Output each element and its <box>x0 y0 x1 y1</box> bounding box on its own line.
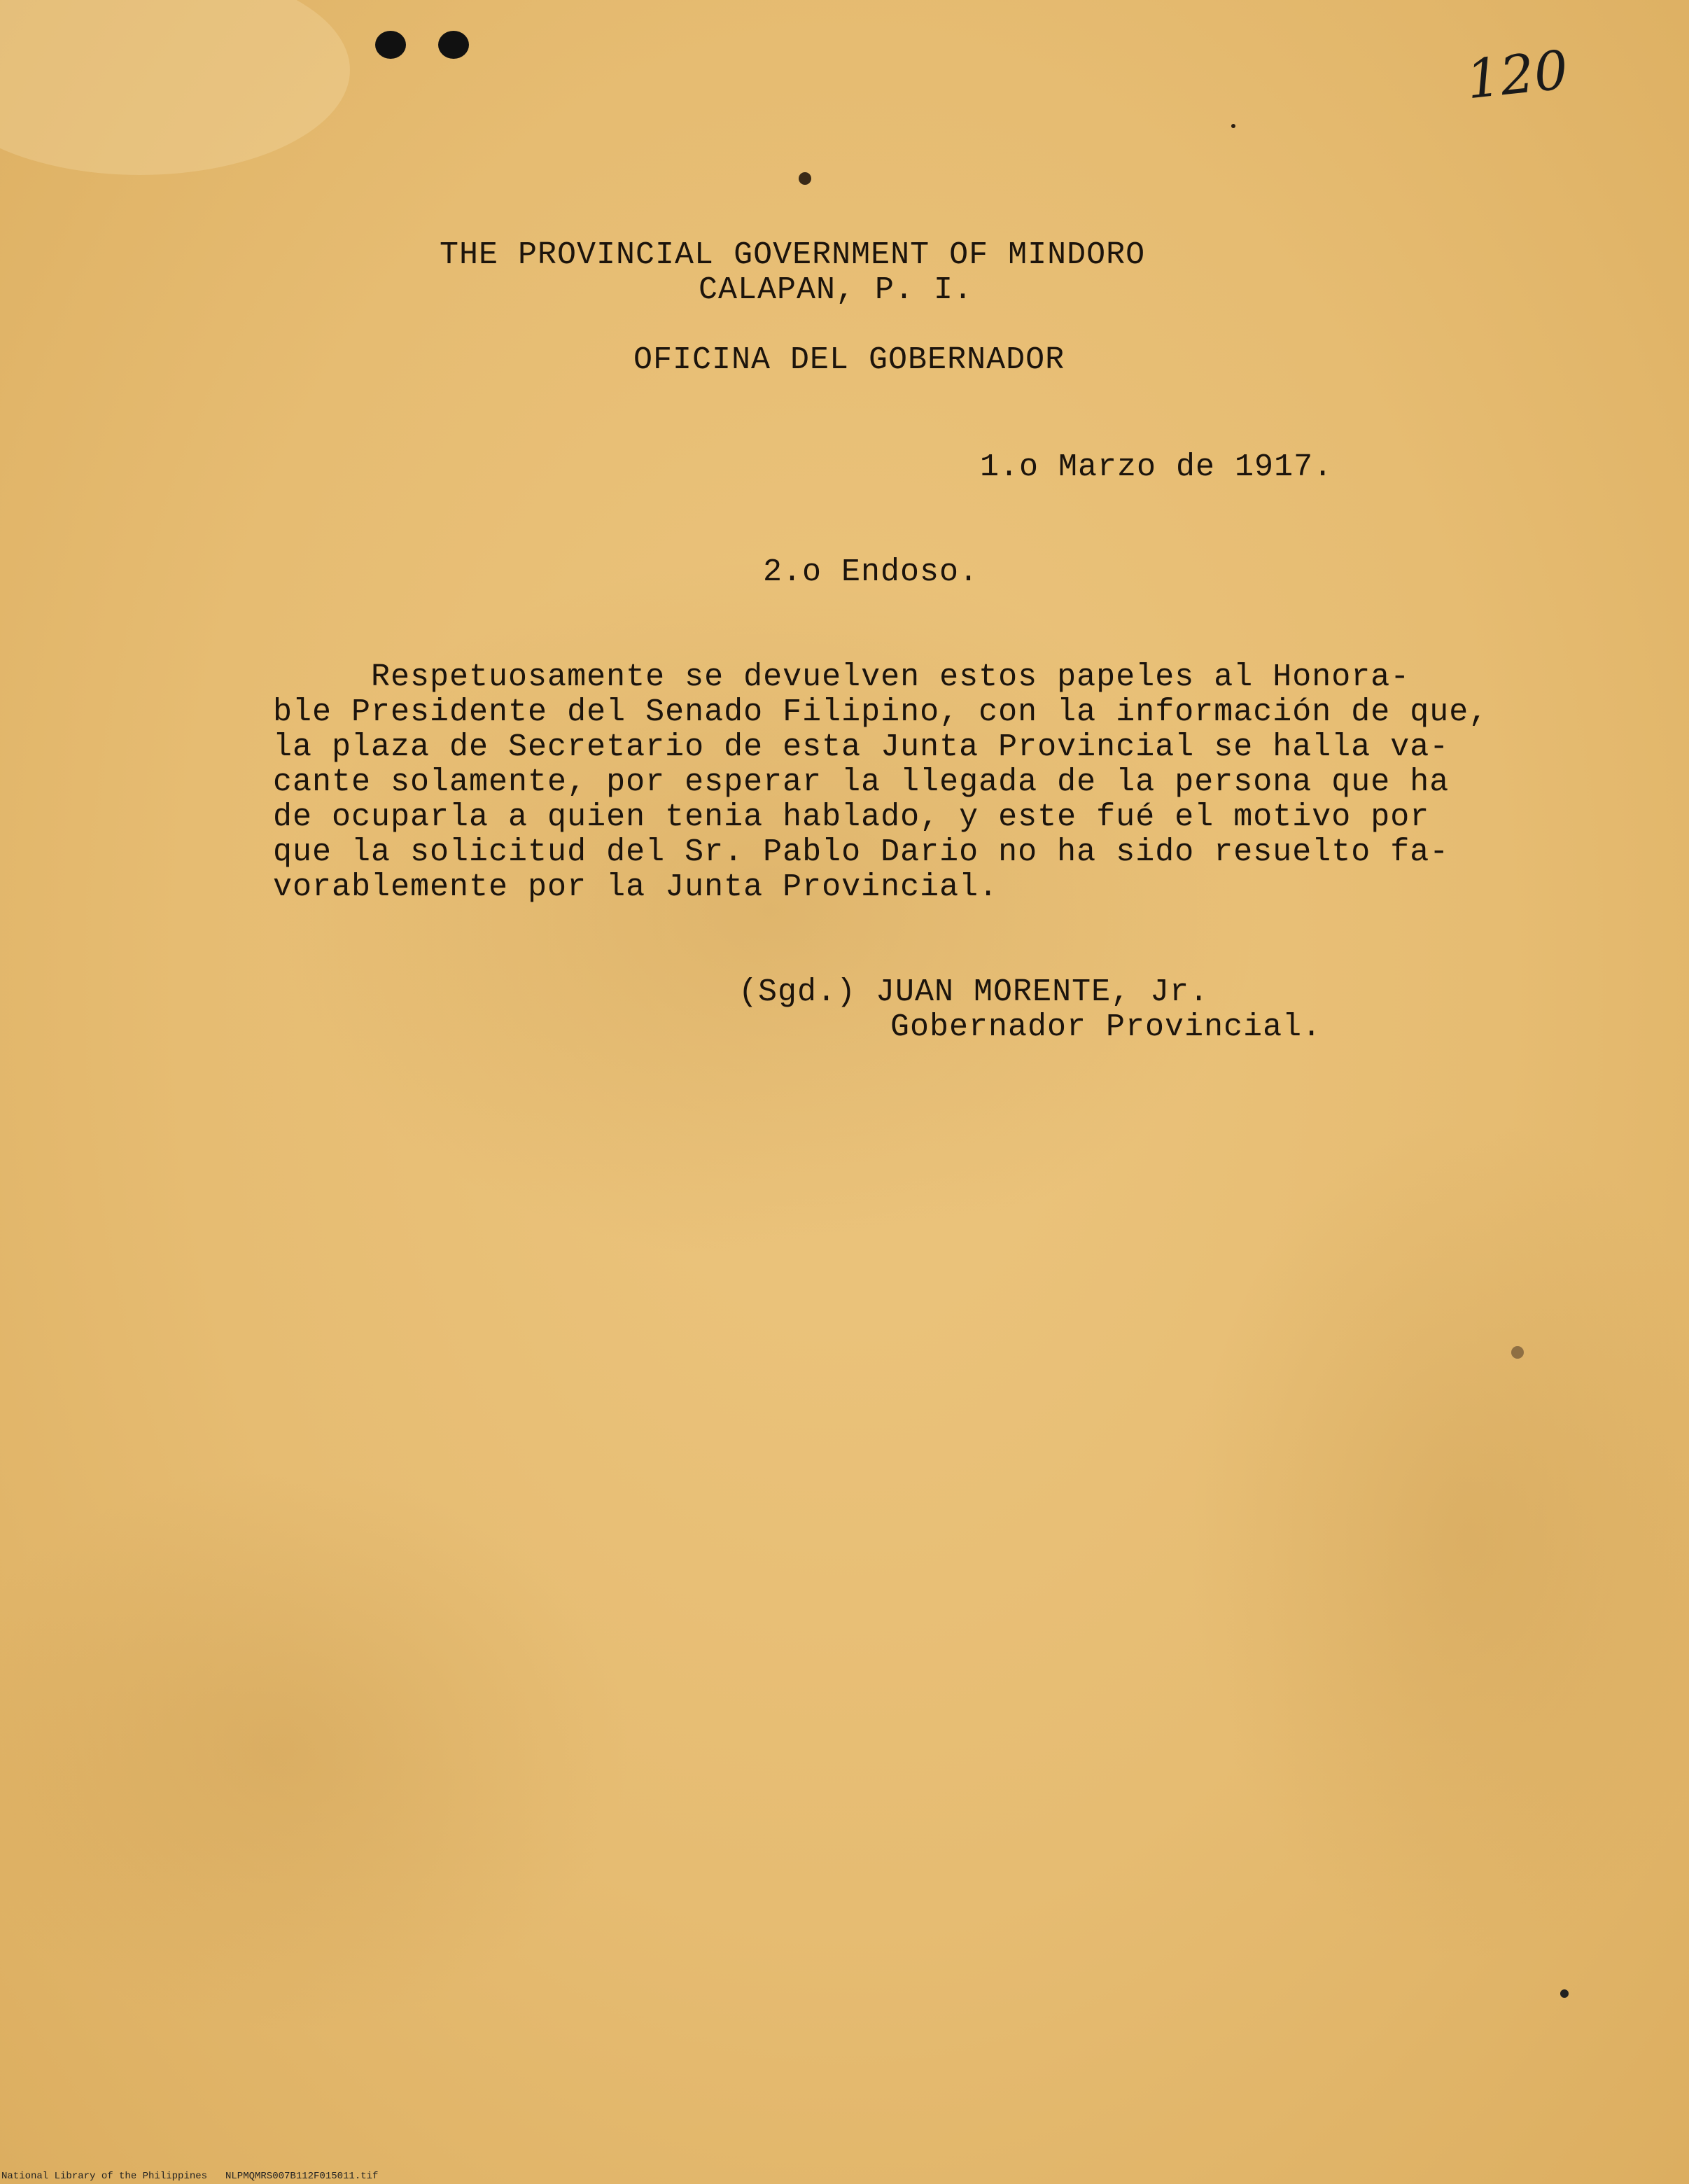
letterhead-office: OFICINA DEL GOBERNADOR <box>633 342 1065 378</box>
footer-institution: National Library of the Philippines <box>1 2171 208 2182</box>
signature-name: (Sgd.) JUAN MORENTE, Jr. <box>738 974 1210 1010</box>
body-line: que la solicitud del Sr. Pablo Dario no ha sido resuelto fa- <box>273 834 1450 870</box>
letterhead-organization: THE PROVINCIAL GOVERNMENT OF MINDORO <box>440 237 1146 273</box>
punch-hole <box>375 31 406 59</box>
body-line: cante solamente, por esperar la llegada de la persona que ha <box>273 764 1450 800</box>
letter-date: 1.o Marzo de 1917. <box>980 449 1333 485</box>
body-line: Respetuosamente se devuelven estos papeles al Honora- <box>273 659 1410 695</box>
signature-title: Gobernador Provincial. <box>890 1009 1322 1045</box>
punch-hole <box>438 31 469 59</box>
footer-filename: NLPMQMRS007B112F015011.tif <box>225 2171 379 2182</box>
letterhead-location: CALAPAN, P. I. <box>699 272 974 308</box>
endorsement-number: 2.o Endoso. <box>763 554 979 590</box>
body-line: la plaza de Secretario de esta Junta Provincial se halla va- <box>273 729 1450 765</box>
handwritten-page-number: 120 <box>1463 38 1571 111</box>
body-line: vorablemente por la Junta Provincial. <box>273 869 999 905</box>
body-line: ble Presidente del Senado Filipino, con la información de que, <box>273 694 1489 730</box>
body-line: de ocuparla a quien tenia hablado, y este fué el motivo por <box>273 799 1430 835</box>
